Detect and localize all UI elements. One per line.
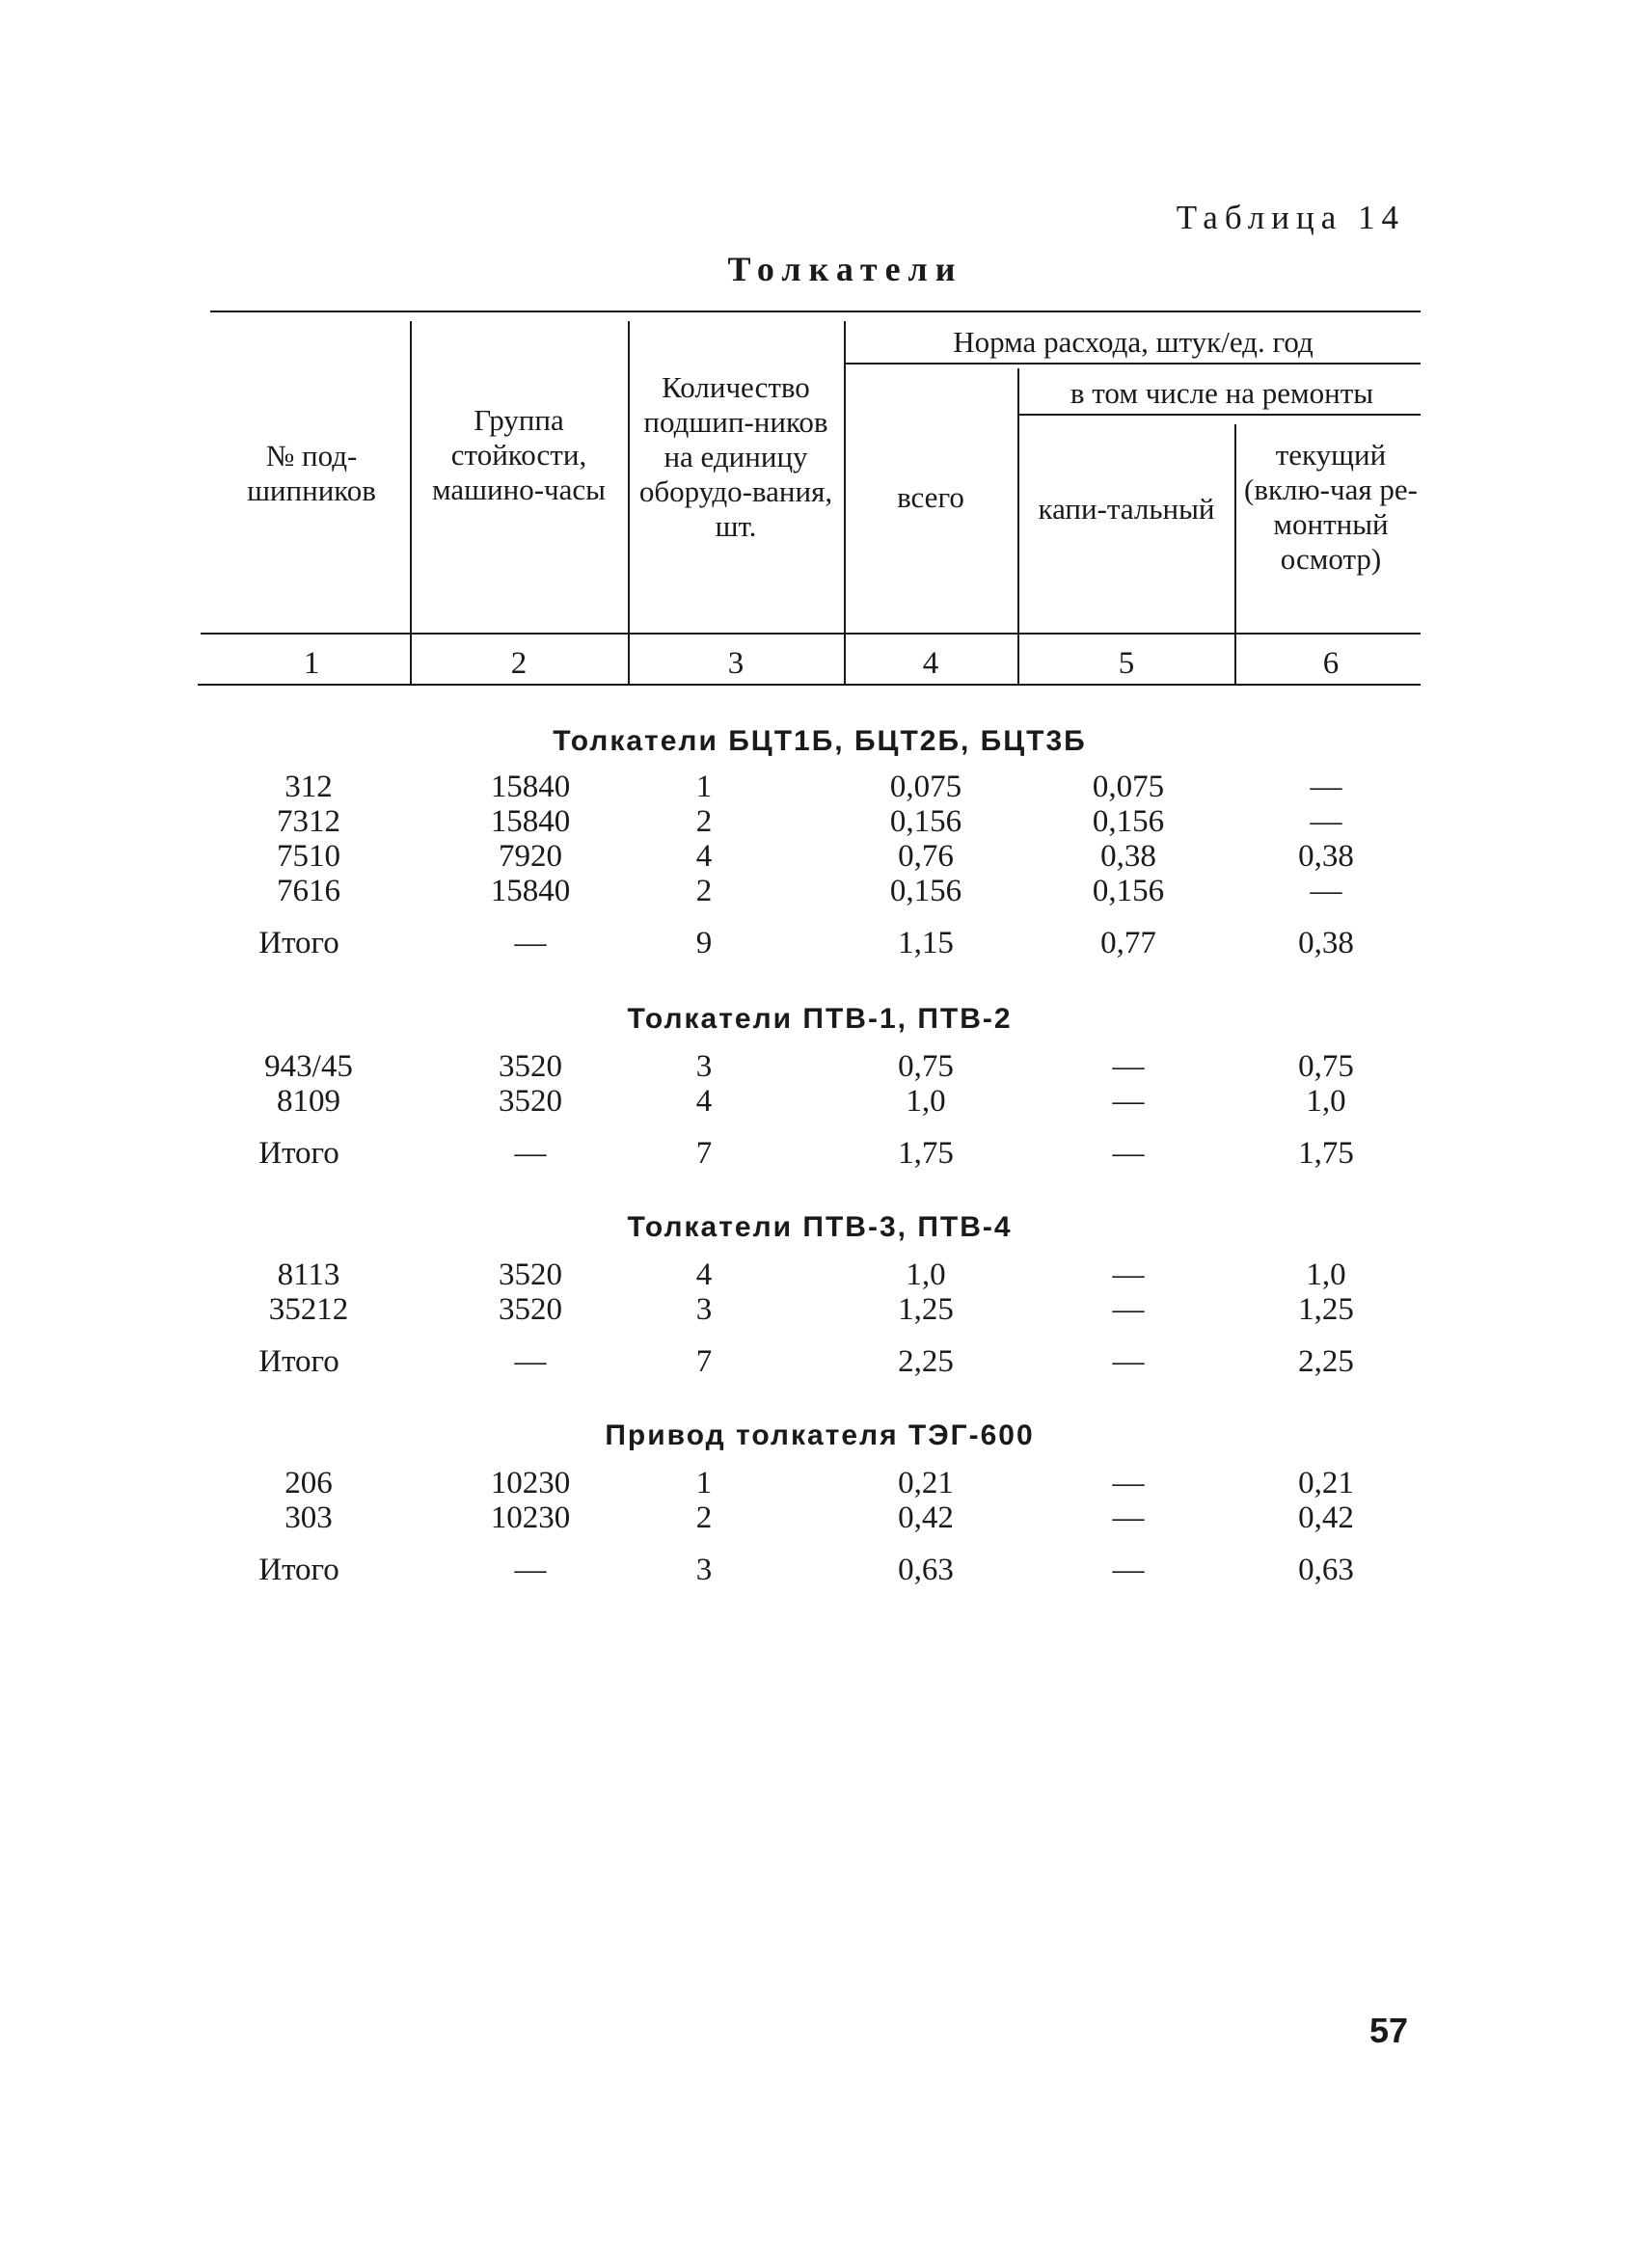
cell-qty: 7 [695,1136,713,1171]
section-title: Толкатели ПТВ-3, ПТВ-4 [627,1211,1013,1243]
cell-bearing: 7510 [277,839,340,874]
table-title: Толкатели [727,250,963,288]
cell-group: 15840 [490,804,571,839]
section-title: Привод толкателя ТЭГ-600 [605,1419,1035,1451]
col-number-4: 4 [922,646,939,681]
cell-bearing: 206 [284,1466,333,1500]
cell-group: 3520 [499,1292,562,1327]
cell-total-norm: 0,42 [898,1500,954,1535]
cell-group: — [514,1136,547,1171]
table-row [0,1500,1652,1539]
cell-current: — [1310,804,1342,839]
cell-capital: — [1112,1292,1145,1327]
table-row [0,1084,1652,1122]
total-row [0,926,1652,964]
cell-qty: 4 [695,1257,713,1292]
cell-capital: 0,156 [1092,874,1165,908]
cell-qty: 1 [695,770,713,804]
cell-current: — [1310,770,1342,804]
cell-capital: 0,77 [1100,926,1156,960]
cell-current: 0,63 [1298,1553,1354,1587]
cell-qty: 9 [695,926,713,960]
cell-group: 15840 [490,874,571,908]
cell-current: 0,42 [1298,1500,1354,1535]
cell-group: 7920 [499,839,562,874]
cell-current: 0,75 [1298,1049,1354,1084]
total-row [0,1553,1652,1591]
cell-total-norm: 1,25 [898,1292,954,1327]
cell-current: — [1310,874,1342,908]
cell-group: 10230 [490,1466,571,1500]
table-label: Таблица 14 [1176,199,1405,236]
cell-current: 1,75 [1298,1136,1354,1171]
cell-current: 0,38 [1298,926,1354,960]
cell-total-label: Итого [258,1136,339,1171]
col-1-header: № под-шипников [247,439,376,507]
col-number-3: 3 [727,646,745,681]
col-number-5: 5 [1118,646,1135,681]
header-divider-1 [410,321,412,684]
table-row [0,1466,1652,1504]
cell-total-norm: 0,21 [898,1466,954,1500]
col-3-header: Количество подшип-ников на единицу оборудо-вания, шт. [638,370,833,543]
col-4-header: всего [897,480,964,514]
norm-header: Норма расхода, штук/ед. год [953,325,1313,359]
col-number-2: 2 [510,646,528,681]
header-top-rule [210,311,1421,312]
cell-total-norm: 1,15 [898,926,954,960]
cell-capital: — [1112,1257,1145,1292]
cell-capital: — [1112,1466,1145,1500]
table-row [0,839,1652,878]
cell-group: 3520 [499,1257,562,1292]
cell-total-norm: 0,156 [889,874,962,908]
page-number: 57 [1369,2011,1409,2050]
cell-capital: 0,156 [1092,804,1165,839]
cell-total-norm: 1,0 [906,1084,946,1119]
norm-rule [844,363,1421,365]
cell-bearing: 8113 [277,1257,340,1292]
cell-group: — [514,926,547,960]
table-row [0,874,1652,912]
cell-group: 3520 [499,1049,562,1084]
table-row [0,1292,1652,1331]
cell-qty: 3 [695,1292,713,1327]
cell-total-norm: 0,76 [898,839,954,874]
cell-current: 1,25 [1298,1292,1354,1327]
total-row [0,1344,1652,1383]
cell-current: 1,0 [1306,1084,1346,1119]
cell-total-norm: 0,075 [889,770,962,804]
col-5-header: капи-тальный [1038,492,1215,526]
table-row [0,1257,1652,1296]
cell-qty: 1 [695,1466,713,1500]
cell-capital: — [1112,1500,1145,1535]
cell-current: 0,38 [1298,839,1354,874]
cell-bearing: 8109 [277,1084,340,1119]
cell-total-norm: 0,75 [898,1049,954,1084]
header-divider-5 [1234,424,1236,684]
cell-qty: 7 [695,1344,713,1379]
cell-total-label: Итого [258,1344,339,1379]
cell-bearing: 312 [284,770,333,804]
table-row [0,804,1652,843]
cell-capital: 0,38 [1100,839,1156,874]
cell-qty: 2 [695,804,713,839]
cell-bearing: 943/45 [264,1049,353,1084]
incl-header: в том числе на ремонты [1070,376,1374,410]
cell-bearing: 303 [284,1500,333,1535]
section-title: Толкатели БЦТ1Б, БЦТ2Б, БЦТ3Б [553,725,1087,757]
header-divider-2 [628,321,630,684]
cell-total-norm: 1,75 [898,1136,954,1171]
table-row [0,1049,1652,1088]
cell-capital: — [1112,1136,1145,1171]
cell-bearing: 7616 [277,874,340,908]
cell-qty: 3 [695,1553,713,1587]
cell-total-norm: 0,156 [889,804,962,839]
cell-capital: — [1112,1344,1145,1379]
header-bottom-rule [201,633,1421,635]
cell-total-label: Итого [258,926,339,960]
cell-bearing: 35212 [268,1292,349,1327]
cell-bearing: 7312 [277,804,340,839]
cell-group: 15840 [490,770,571,804]
col-number-6: 6 [1322,646,1340,681]
cell-group: — [514,1553,547,1587]
header-divider-3 [844,321,846,684]
cell-total-label: Итого [258,1553,339,1587]
section-title: Толкатели ПТВ-1, ПТВ-2 [627,1003,1013,1035]
cell-qty: 2 [695,1500,713,1535]
cell-total-norm: 0,63 [898,1553,954,1587]
cell-qty: 3 [695,1049,713,1084]
col-6-header: текущий (вклю-чая ре-монтный осмотр) [1244,438,1418,576]
cell-group: — [514,1344,547,1379]
cell-qty: 2 [695,874,713,908]
cell-group: 3520 [499,1084,562,1119]
cell-qty: 4 [695,839,713,874]
total-row [0,1136,1652,1175]
numbers-bottom-rule [198,684,1421,686]
cell-total-norm: 1,0 [906,1257,946,1292]
cell-current: 1,0 [1306,1257,1346,1292]
cell-capital: — [1112,1049,1145,1084]
cell-group: 10230 [490,1500,571,1535]
header-divider-4 [1017,368,1019,684]
cell-capital: — [1112,1084,1145,1119]
cell-capital: 0,075 [1092,770,1165,804]
cell-current: 2,25 [1298,1344,1354,1379]
incl-rule [1017,414,1421,416]
cell-qty: 4 [695,1084,713,1119]
cell-current: 0,21 [1298,1466,1354,1500]
cell-total-norm: 2,25 [898,1344,954,1379]
cell-capital: — [1112,1553,1145,1587]
col-number-1: 1 [303,646,320,681]
col-2-header: Группа стойкости, машино-часы [432,403,606,506]
table-row [0,770,1652,808]
